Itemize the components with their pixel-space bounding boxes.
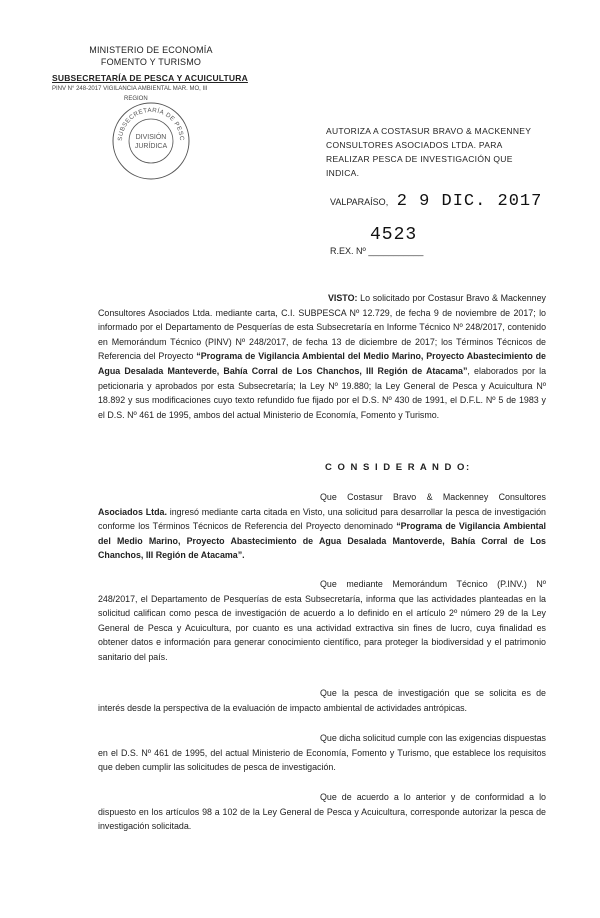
ministry-header	[80, 44, 222, 68]
considerando-paragraph-3	[98, 686, 546, 715]
date-place: VALPARAÍSO,	[330, 197, 389, 207]
ministry-line2: FOMENTO Y TURISMO	[100, 57, 202, 67]
considerando-p1-bold: Asociados Ltda.	[98, 506, 167, 517]
considerando-paragraph-2	[98, 577, 546, 665]
considerando-paragraph-4	[98, 731, 546, 775]
considerando-p1-b: ingresó mediante carta citada en Visto, una solicitud para desarrollar la pesca de investigación conforme los Términos Técnicos de Referencia del Proyecto denominado	[98, 506, 546, 532]
considerando-p3: Que la pesca de investigación que se solicita es de interés desde la perspectiva de la evaluación de impacto ambiental de actividades antrópicas.	[98, 688, 546, 713]
seal-inner-line2: JURÍDICA	[134, 143, 168, 150]
reference-line: PINV N° 248-2017 VIGILANCIA AMBIENTAL MAR. MO, III	[52, 86, 208, 92]
date-stamp: 2 9 DIC. 2017	[396, 192, 543, 211]
visto-text2: , elaborados por la peticionaria y aprobados por esta Subsecretaría; la Ley Nº 19.880; la Ley General de Pesca y Acuicultura Nº 18.892 y sus modificaciones cuyo texto refundido fue fijado por el D.S. Nº 430 de 1991, el D.F.L. Nº 5 de 1983 y el D.S. Nº 461 de 1995, ambos del actual Ministerio de Economía, Fomento y Turismo.	[98, 365, 547, 420]
visto-paragraph	[98, 291, 546, 422]
visto-text1: Lo solicitado por Costasur Bravo & Mackenney Consultores Asociados Ltda. mediante carta, C.I. SUBPESCA Nº 12.729, de fecha 9 de noviembre de 2017; lo informado por el Departamento de Pesquerías de esta Subsecretaría en Informe Técnico Nº 248/2017, contenido en Memorándum Técnico (PINV) Nº 248/2017, de fecha 13 de diciembre de 2017; los Términos Técnicos de Referencia del Proyecto	[98, 293, 546, 362]
resolution-label-row	[330, 246, 423, 256]
visto-project: “Programa de Vigilancia Ambiental del Medio Marino, Proyecto Abastecimiento de Agua Desalada Manteverde, Bahía Corral de Los Chanchos, III Región de Atacama”	[98, 351, 546, 376]
visto-label: VISTO:	[328, 293, 358, 303]
considerando-p2: Que mediante Memorándum Técnico (P.INV.) Nº 248/2017, el Departamento de Pesquerías de esta Subsecretaría, informa que las actividades planteadas en la solicitud califican como pesca de investigación de acuerdo a lo definido en el artículo 2º número 29 de la Ley General de Pesca y Acuicultura, por cuanto es una actividad extractiva sin fines de lucro, cuya finalidad es obtener datos e información para generar conocimiento científico, para proteger la biodiversidad y el patrimonio sanitario del país.	[98, 579, 546, 662]
resolution-blank: ___________	[368, 246, 424, 256]
seal-inner-line1: DIVISIÓN	[135, 134, 167, 141]
considerando-p5: Que de acuerdo a lo anterior y de conformidad a lo dispuesto en los artículos 98 a 102 de la Ley General de Pesca y Acuicultura, corresponde autorizar la pesca de investigación solicitada.	[98, 792, 546, 832]
ministry-line1: MINISTERIO DE ECONOMÍA	[89, 45, 213, 55]
considerando-p1-project: “Programa de Vigilancia Ambiental del Medio Marino, Proyecto Abastecimiento de Agua Desalada Mantoverde, Bahía Corral de Los Chanchos, III Región de Atacama”.	[98, 521, 546, 561]
considerando-p1-a: Que Costasur Bravo & Mackenney Consultores	[320, 492, 546, 502]
reference-line2: REGION	[124, 96, 148, 102]
resolution-title: AUTORIZA A COSTASUR BRAVO & MACKENNEY CONSULTORES ASOCIADOS LTDA. PARA REALIZAR PESCA DE INVESTIGACIÓN QUE INDICA.	[326, 126, 532, 178]
subsecretaria-title: SUBSECRETARÍA DE PESCA Y ACUICULTURA	[52, 73, 248, 83]
seal-outer-text: SUBSECRETARÍA DE PESC	[116, 106, 186, 142]
considerando-paragraph-1	[98, 490, 546, 563]
resolution-number: 4523	[370, 225, 418, 245]
division-juridica-seal	[108, 98, 194, 184]
resolution-label: R.EX. Nº	[330, 246, 366, 256]
seal-icon	[108, 98, 194, 184]
considerando-paragraph-5	[98, 790, 546, 834]
considerando-heading: C O N S I D E R A N D O:	[325, 462, 471, 473]
considerando-p4: Que dicha solicitud cumple con las exigencias dispuestas en el D.S. Nº 461 de 1995, del actual Ministerio de Economía, Fomento y Turismo, que establece los requisitos que deben cumplir las solicitudes de pesca de investigación.	[98, 733, 546, 773]
date-row	[330, 192, 542, 211]
